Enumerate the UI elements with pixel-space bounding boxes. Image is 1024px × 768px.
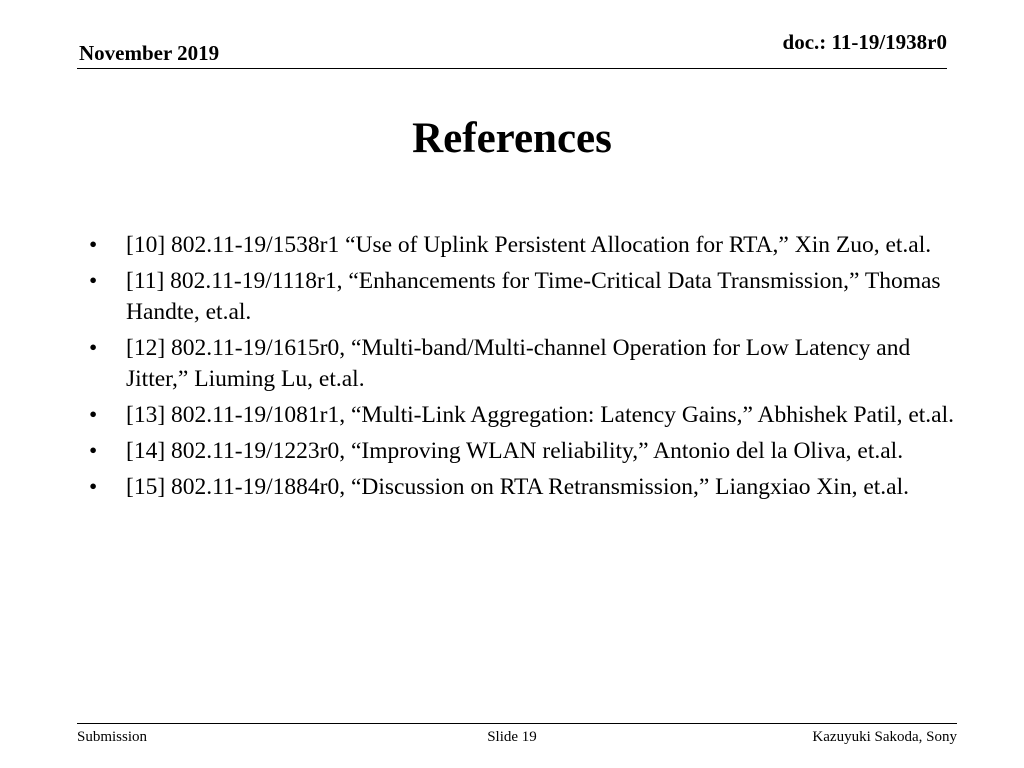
reference-item	[89, 333, 956, 395]
reference-text: [12] 802.11-19/1615r0, “Multi-band/Multi-channel Operation for Low Latency and Jitter,” Liuming Lu, et.al.	[126, 335, 911, 392]
reference-item	[89, 472, 956, 503]
bullet-icon: •	[89, 268, 98, 294]
bullet-icon: •	[89, 438, 98, 464]
reference-text: [15] 802.11-19/1884r0, “Discussion on RTA Retransmission,” Liangxiao Xin, et.al.	[126, 474, 909, 500]
document-id: doc.: 11-19/1938r0	[782, 30, 947, 54]
slide-title: References	[412, 115, 612, 162]
header-divider	[77, 68, 947, 69]
bullet-icon: •	[89, 402, 98, 428]
footer-submission: Submission	[77, 729, 148, 745]
header-date: November 2019	[79, 41, 220, 65]
slide-number: Slide 19	[487, 729, 537, 745]
reference-text: [14] 802.11-19/1223r0, “Improving WLAN reliability,” Antonio del la Oliva, et.al.	[126, 438, 904, 464]
reference-text: [10] 802.11-19/1538r1 “Use of Uplink Persistent Allocation for RTA,” Xin Zuo, et.al.	[126, 232, 932, 258]
footer-divider	[77, 723, 957, 724]
reference-text: [13] 802.11-19/1081r1, “Multi-Link Aggregation: Latency Gains,” Abhishek Patil, et.al.	[126, 402, 954, 428]
bullet-icon: •	[89, 335, 98, 361]
reference-item	[89, 436, 956, 467]
references-list	[89, 230, 956, 508]
bullet-icon: •	[89, 232, 98, 258]
reference-item	[89, 266, 956, 328]
reference-text: [11] 802.11-19/1118r1, “Enhancements for Time-Critical Data Transmission,” Thomas Handte, et.al.	[126, 268, 941, 325]
bullet-icon: •	[89, 474, 98, 500]
footer-author: Kazuyuki Sakoda, Sony	[812, 729, 957, 745]
reference-item	[89, 400, 956, 431]
reference-item	[89, 230, 956, 261]
